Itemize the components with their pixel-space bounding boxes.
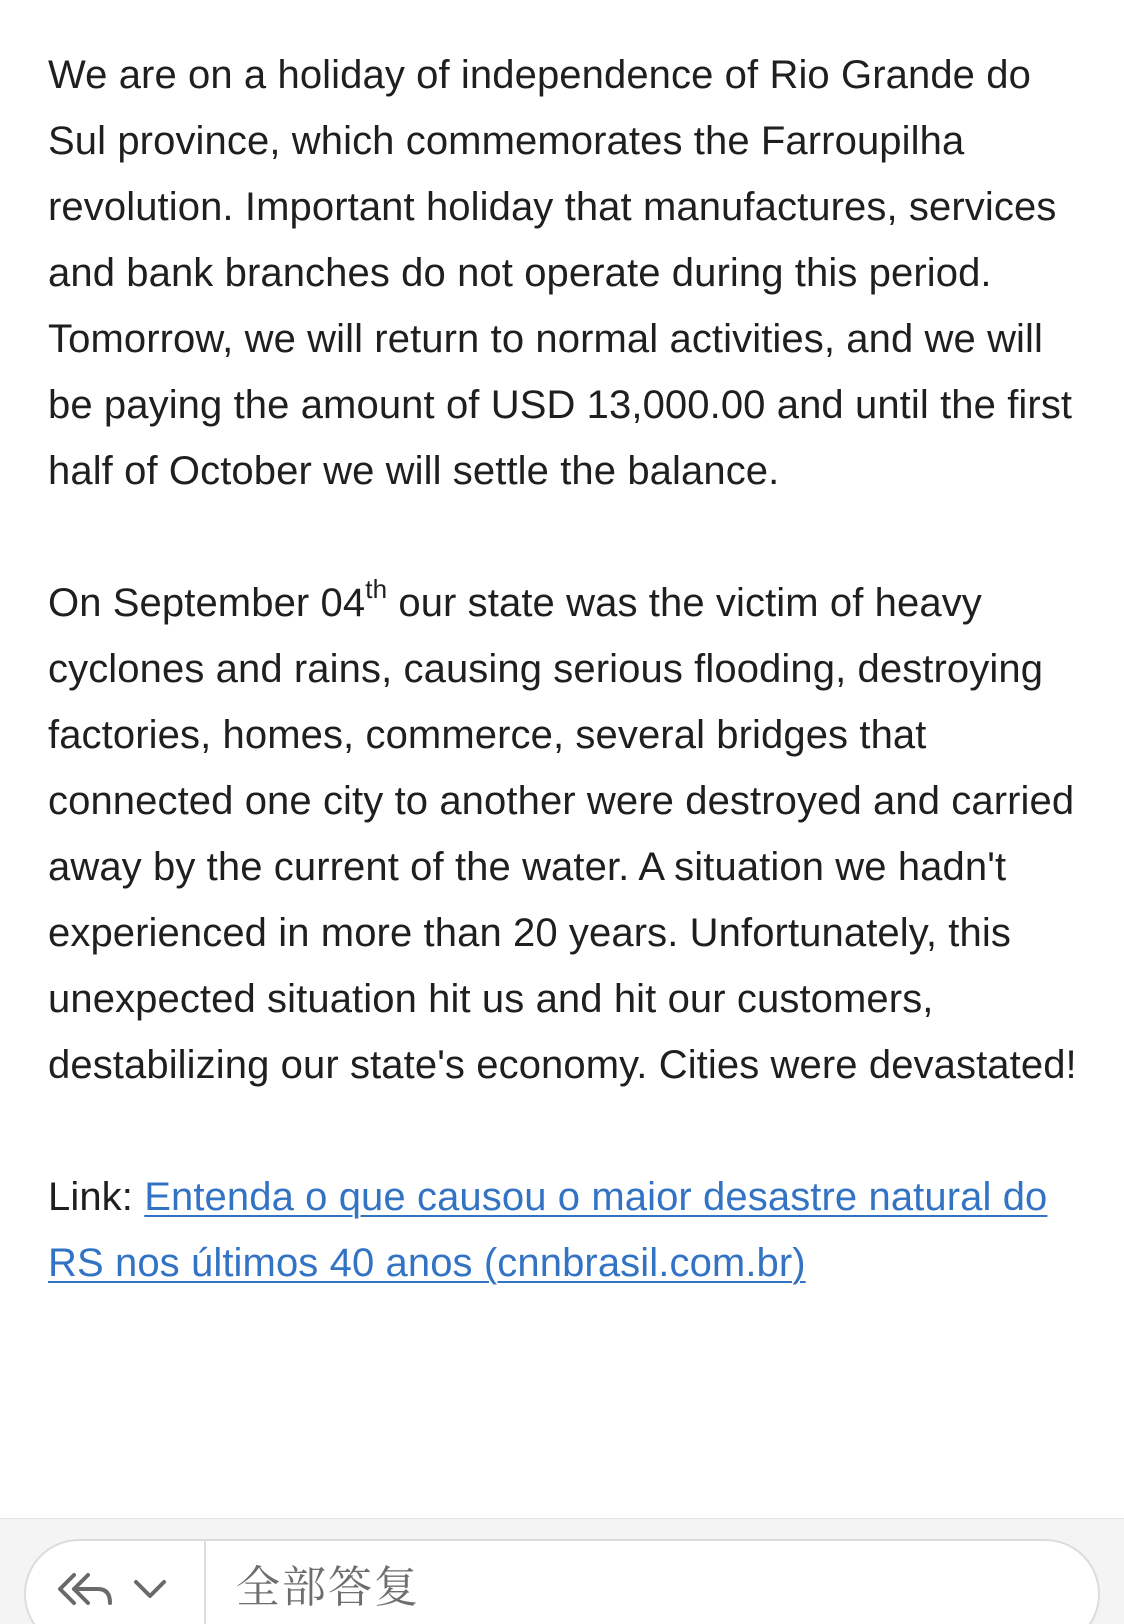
link-prefix: Link: <box>48 1175 145 1219</box>
email-paragraph-flooding <box>48 570 1098 1098</box>
reply-all-icon[interactable] <box>54 1569 114 1609</box>
email-paragraph-link <box>48 1164 1098 1296</box>
toolbar-divider <box>204 1541 206 1624</box>
date-superscript: th <box>365 573 388 604</box>
reply-all-button[interactable] <box>24 1539 1100 1624</box>
chevron-down-icon[interactable] <box>132 1574 168 1604</box>
reply-icons-group[interactable] <box>54 1559 184 1619</box>
reply-all-label[interactable]: 全部答复 <box>236 1562 420 1613</box>
paragraph-date-text: On September 04 <box>48 581 366 625</box>
news-article-link[interactable]: Entenda o que causou o maior desastre natural do RS nos últimos 40 anos (cnnbrasil.com.br) <box>48 1175 1048 1285</box>
paragraph-flooding-text: our state was the victim of heavy cyclones and rains, causing serious flooding, destroying factories, homes, commerce, several bridges that connected one city to another were destroyed and carried away by the current of the water. A situation we hadn't experienced in more than 20 years. Unfortunately, this unexpected situation hit us and hit our customers, destabilizing our state's economy. Cities were devastated! <box>48 581 1077 1087</box>
email-body <box>48 42 1098 1296</box>
reply-toolbar <box>0 1518 1124 1624</box>
email-paragraph-holiday: We are on a holiday of independence of Rio Grande do Sul province, which commemorates the Farroupilha revolution. Important holiday that manufactures, services and bank branches do not operate during this period. Tomorrow, we will return to normal activities, and we will be paying the amount of USD 13,000.00 and until the first half of October we will settle the balance. <box>48 53 1073 493</box>
